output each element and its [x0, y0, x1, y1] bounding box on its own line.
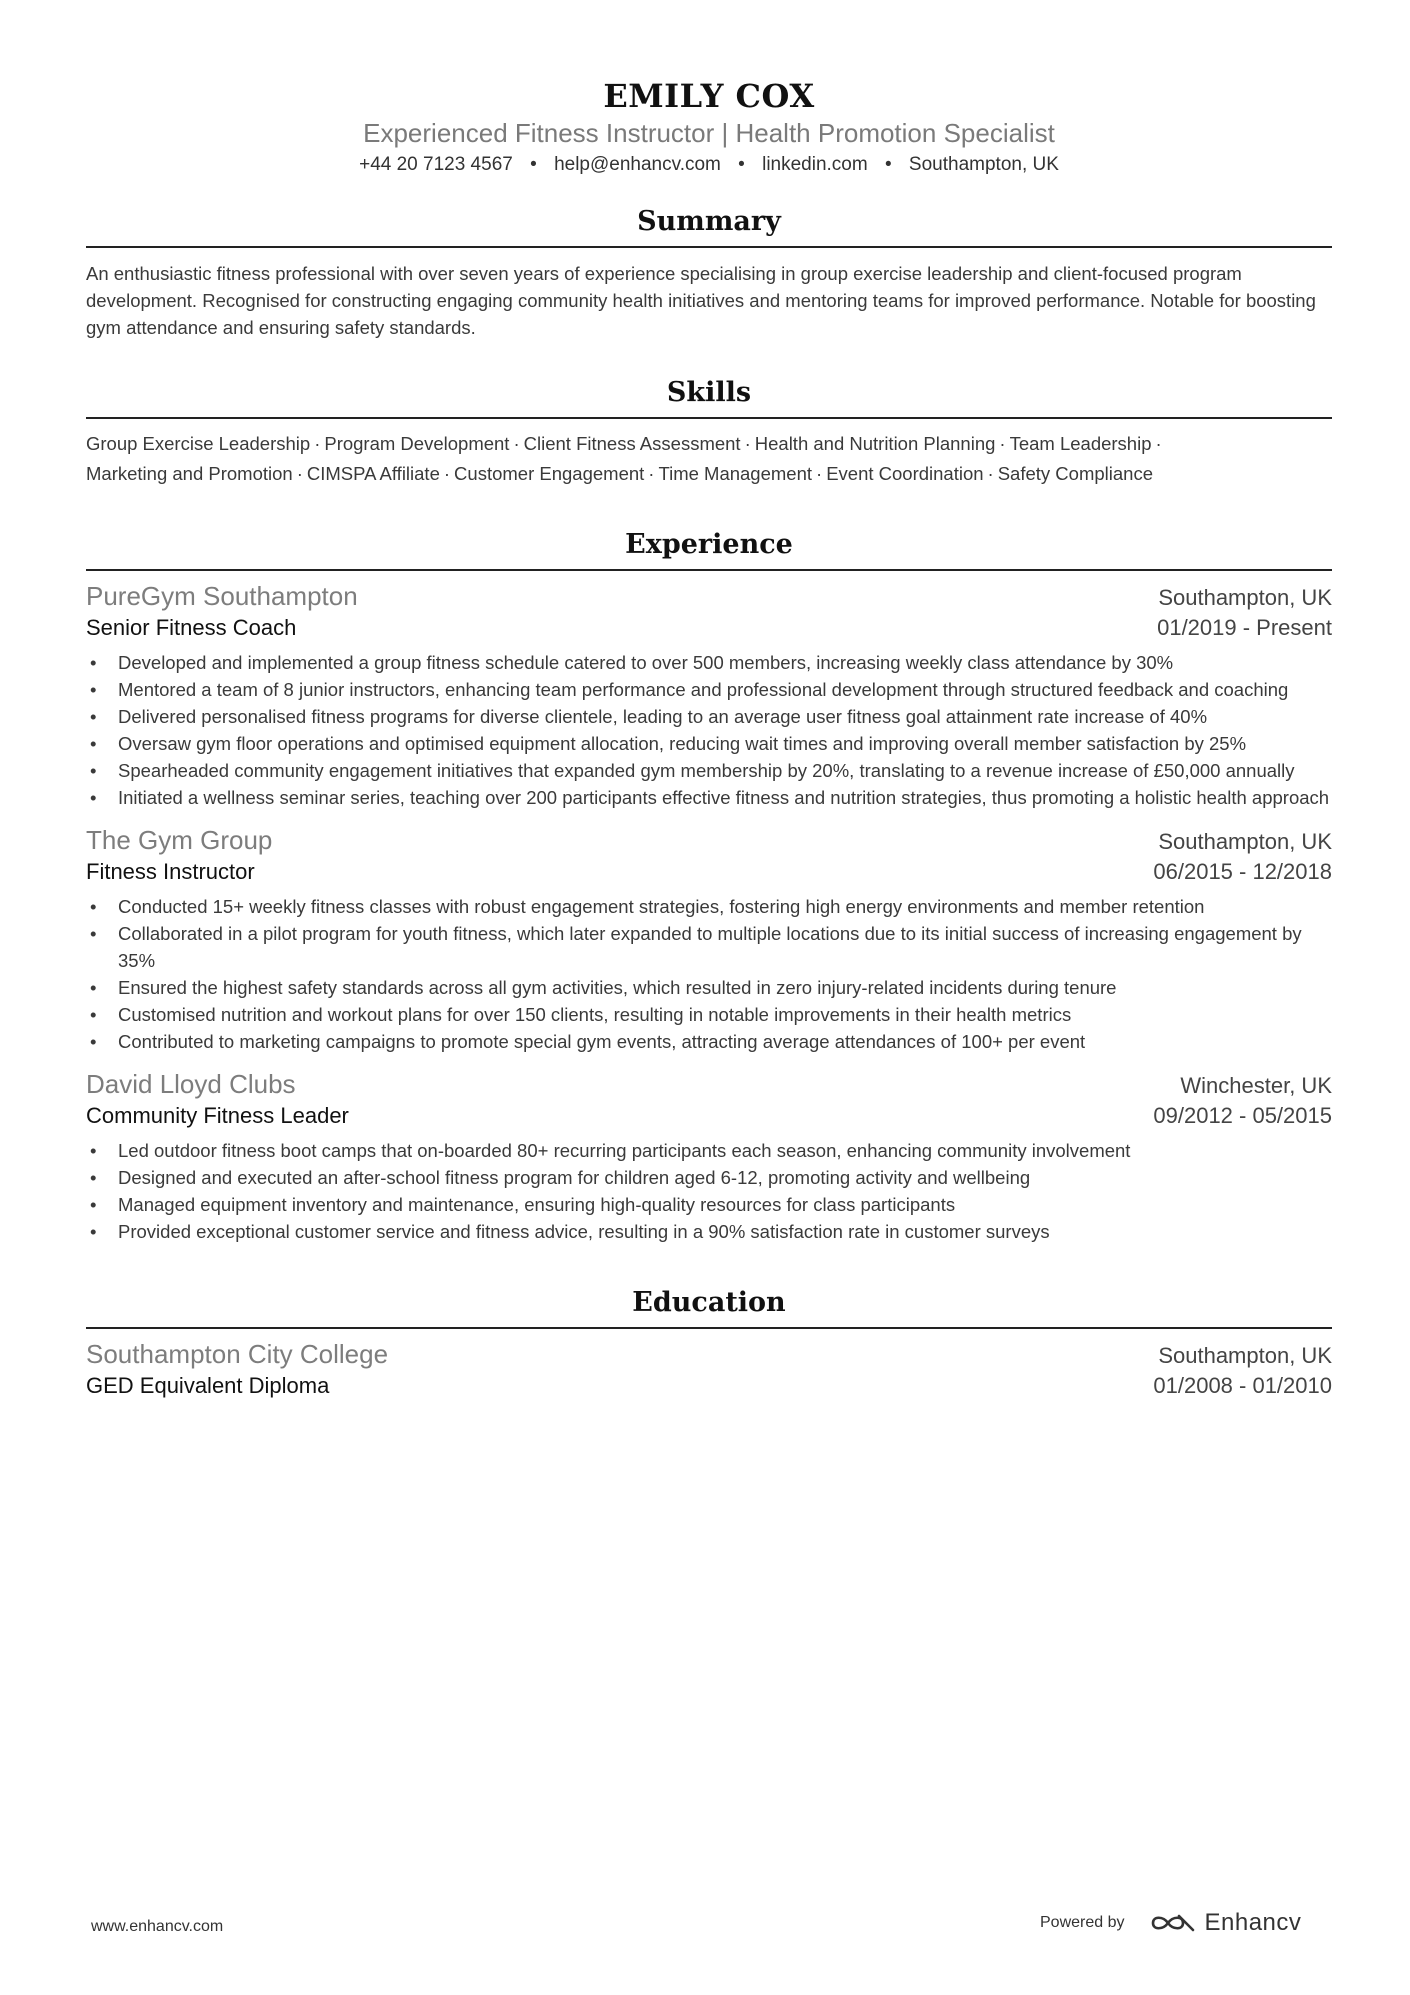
- list-item: [86, 1001, 1332, 1028]
- contact-location: Southampton, UK: [908, 154, 1059, 175]
- bullet-icon: •: [90, 733, 97, 754]
- education-location: Southampton, UK: [1158, 1343, 1332, 1368]
- bullet-text: Conducted 15+ weekly fitness classes with robust engagement strategies, fostering high energy environments and member retention: [118, 896, 1205, 917]
- list-item: [86, 1028, 1332, 1055]
- candidate-title: Experienced Fitness Instructor | Health Promotion Specialist: [363, 118, 1055, 148]
- job-company: PureGym Southampton: [86, 581, 358, 611]
- bullet-text: Spearheaded community engagement initiatives that expanded gym membership by 20%, translating to a revenue increase of £50,000 annually: [118, 760, 1295, 781]
- bullet-text: Developed and implemented a group fitness schedule catered to over 500 members, increasing weekly class attendance by 30%: [118, 652, 1174, 673]
- list-item: [86, 757, 1332, 784]
- bullet-text: Collaborated in a pilot program for youth fitness, which later expanded to multiple locations due to its initial success of increasing engagement by 35%: [118, 923, 1302, 971]
- skill-separator: ·: [443, 463, 451, 484]
- job-header: [86, 823, 1332, 857]
- bullet-text: Provided exceptional customer service and fitness advice, resulting in a 90% satisfaction rate in customer surveys: [118, 1221, 1050, 1242]
- skill-item: Time Management: [658, 463, 813, 484]
- list-item: [86, 676, 1332, 703]
- bullet-text: Contributed to marketing campaigns to promote special gym events, attracting average attendances of 100+ per event: [118, 1031, 1086, 1052]
- list-item: [86, 893, 1332, 920]
- job-company: David Lloyd Clubs: [86, 1069, 296, 1099]
- job-location: Winchester, UK: [1180, 1073, 1332, 1098]
- contact-separator: •: [530, 154, 537, 175]
- bullet-text: Mentored a team of 8 junior instructors, enhancing team performance and professional development through structured feedback and coaching: [118, 679, 1289, 700]
- list-item: [86, 974, 1332, 1001]
- education-degree: GED Equivalent Diploma: [86, 1373, 330, 1398]
- education-school: Southampton City College: [86, 1339, 389, 1369]
- list-item: [86, 920, 1332, 974]
- powered-by-label: Powered by: [1040, 1914, 1125, 1931]
- job-subheader: [86, 857, 1332, 887]
- bullet-icon: •: [90, 923, 97, 944]
- skill-item: CIMSPA Affiliate: [306, 463, 440, 484]
- skill-separator: ·: [314, 433, 321, 454]
- section-divider: [86, 246, 1332, 248]
- brand-name: Enhancv: [1204, 1909, 1302, 1936]
- education-header: [86, 1337, 1332, 1371]
- resume-header: [86, 0, 1332, 178]
- bullet-icon: •: [90, 679, 97, 700]
- list-item: [86, 1137, 1332, 1164]
- candidate-name: EMILY COX: [603, 77, 815, 115]
- section-divider: [86, 417, 1332, 419]
- skills-list: [86, 429, 1332, 489]
- job-dates: 01/2019 - Present: [1157, 615, 1332, 640]
- section-title-summary: Summary: [637, 206, 781, 237]
- skill-separator: ·: [816, 463, 823, 484]
- bullet-icon: •: [90, 787, 97, 808]
- experience-section: [86, 527, 1332, 1245]
- bullet-text: Managed equipment inventory and maintenance, ensuring high-quality resources for class participants: [118, 1194, 956, 1215]
- summary-text: An enthusiastic fitness professional with over seven years of experience specialising in group exercise leadership and client-focused program development. Recognised for constructing engaging community health initiatives and mentoring teams for improved performance. Notable for boosting gym attendance and ensuring safety standards.: [86, 263, 1316, 338]
- job-role: Fitness Instructor: [86, 859, 255, 884]
- job-company: The Gym Group: [86, 825, 273, 855]
- skills-section: [86, 375, 1332, 489]
- section-title-experience: Experience: [625, 529, 793, 560]
- contact-line: [86, 152, 1332, 178]
- job-subheader: [86, 613, 1332, 643]
- contact-phone: +44 20 7123 4567: [359, 154, 513, 175]
- skill-separator: ·: [296, 463, 303, 484]
- section-divider: [86, 1327, 1332, 1329]
- job-entry: [86, 1067, 1332, 1245]
- job-bullets: [86, 1137, 1332, 1245]
- bullet-icon: •: [90, 1221, 97, 1242]
- bullet-text: Designed and executed an after-school fitness program for children aged 6-12, promoting activity and wellbeing: [118, 1167, 1031, 1188]
- job-entry: [86, 823, 1332, 1055]
- skill-separator: ·: [1155, 433, 1162, 454]
- job-dates: 09/2012 - 05/2015: [1153, 1103, 1332, 1128]
- list-item: [86, 784, 1332, 811]
- job-location: Southampton, UK: [1158, 829, 1332, 854]
- skill-item: Client Fitness Assessment: [523, 433, 741, 454]
- skill-separator: ·: [999, 433, 1006, 454]
- bullet-text: Initiated a wellness seminar series, teaching over 200 participants effective fitness and nutrition strategies, thus promoting a holistic health approach: [118, 787, 1330, 808]
- job-bullets: [86, 649, 1332, 811]
- contact-linkedin[interactable]: linkedin.com: [762, 154, 868, 175]
- list-item: [86, 1191, 1332, 1218]
- resume-page: [86, 0, 1332, 1401]
- enhancv-logo-icon: [1149, 1910, 1197, 1936]
- bullet-icon: •: [90, 1167, 97, 1188]
- skill-item: Program Development: [324, 433, 510, 454]
- bullet-icon: •: [90, 760, 97, 781]
- bullet-text: Oversaw gym floor operations and optimised equipment allocation, reducing wait times and improving overall member satisfaction by 25%: [118, 733, 1247, 754]
- skill-item: Team Leadership: [1009, 433, 1152, 454]
- skill-item: Group Exercise Leadership: [86, 433, 311, 454]
- job-role: Community Fitness Leader: [86, 1103, 349, 1128]
- bullet-icon: •: [90, 706, 97, 727]
- bullet-icon: •: [90, 1004, 97, 1025]
- bullet-icon: •: [90, 652, 97, 673]
- skill-item: Marketing and Promotion: [86, 463, 293, 484]
- list-item: [86, 703, 1332, 730]
- bullet-icon: •: [90, 977, 97, 998]
- skill-item: Event Coordination: [826, 463, 984, 484]
- bullet-text: Delivered personalised fitness programs for diverse clientele, leading to an average user fitness goal attainment rate increase of 40%: [118, 706, 1208, 727]
- skill-separator: ·: [987, 463, 994, 484]
- bullet-icon: •: [90, 1140, 97, 1161]
- bullet-icon: •: [90, 896, 97, 917]
- bullet-text: Led outdoor fitness boot camps that on-boarded 80+ recurring participants each season, enhancing community involvement: [118, 1140, 1131, 1161]
- education-entry: [86, 1337, 1332, 1401]
- job-role: Senior Fitness Coach: [86, 615, 297, 640]
- education-subheader: [86, 1371, 1332, 1401]
- skill-separator: ·: [648, 463, 655, 484]
- job-subheader: [86, 1101, 1332, 1131]
- job-dates: 06/2015 - 12/2018: [1153, 859, 1332, 884]
- education-section: [86, 1285, 1332, 1401]
- list-item: [86, 649, 1332, 676]
- skill-item: Health and Nutrition Planning: [754, 433, 996, 454]
- job-header: [86, 579, 1332, 613]
- bullet-text: Ensured the highest safety standards across all gym activities, which resulted in zero injury-related incidents during tenure: [118, 977, 1117, 998]
- job-entry: [86, 579, 1332, 811]
- contact-email[interactable]: help@enhancv.com: [554, 154, 721, 175]
- skill-item: Customer Engagement: [454, 463, 645, 484]
- section-title-education: Education: [632, 1287, 786, 1318]
- footer-branding[interactable]: [1040, 1909, 1301, 1937]
- bullet-icon: •: [90, 1194, 97, 1215]
- bullet-icon: •: [90, 1031, 97, 1052]
- job-bullets: [86, 893, 1332, 1055]
- list-item: [86, 730, 1332, 757]
- bullet-text: Customised nutrition and workout plans for over 150 clients, resulting in notable improvements in their health metrics: [118, 1004, 1072, 1025]
- skill-separator: ·: [513, 433, 520, 454]
- list-item: [86, 1164, 1332, 1191]
- section-title-skills: Skills: [666, 377, 752, 408]
- job-location: Southampton, UK: [1158, 585, 1332, 610]
- contact-separator: •: [738, 154, 745, 175]
- section-divider: [86, 569, 1332, 571]
- summary-section: [86, 204, 1332, 341]
- skill-separator: ·: [744, 433, 751, 454]
- list-item: [86, 1218, 1332, 1245]
- education-dates: 01/2008 - 01/2010: [1153, 1373, 1332, 1398]
- contact-separator: •: [884, 154, 892, 175]
- footer-website[interactable]: www.enhancv.com: [91, 1918, 224, 1935]
- job-header: [86, 1067, 1332, 1101]
- skill-item: Safety Compliance: [997, 463, 1153, 484]
